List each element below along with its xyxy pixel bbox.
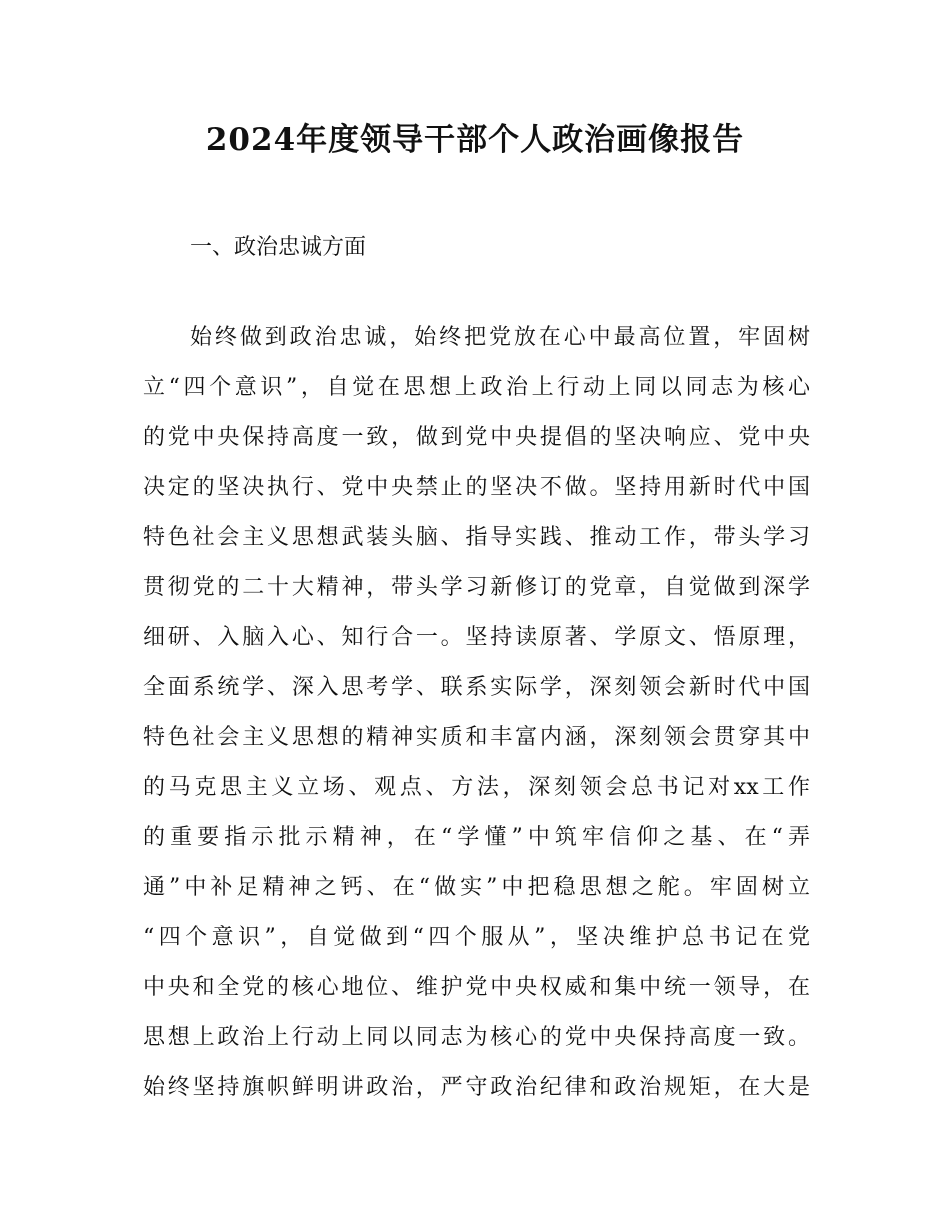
paragraph-line: 通”中补足精神之钙、在“做实”中把稳思想之舵。牢固树立 [143,875,810,900]
paragraph-line: 贯彻党的二十大精神，带头学习新修订的党章，自觉做到深学 [143,575,810,600]
paragraph-line: 中央和全党的核心地位、维护党中央权威和集中统一领导，在 [143,975,810,1000]
paragraph-line: 的马克思主义立场、观点、方法，深刻领会总书记对xx工作 [143,775,810,800]
paragraph-line: 全面系统学、深入思考学、联系实际学，深刻领会新时代中国 [143,675,810,700]
paragraph-line: 特色社会主义思想的精神实质和丰富内涵，深刻领会贯穿其中 [143,725,810,750]
paragraph-line: “四个意识”，自觉做到“四个服从”，坚决维护总书记在党 [143,925,810,950]
paragraph-line: 始终坚持旗帜鲜明讲政治，严守政治纪律和政治规矩，在大是 [143,1075,810,1100]
paragraph-line: 始终做到政治忠诚，始终把党放在心中最高位置，牢固树 [190,325,810,350]
document-title: 2024年度领导干部个人政治画像报告 [205,122,745,158]
paragraph-line: 的党中央保持高度一致，做到党中央提倡的坚决响应、党中央 [143,425,810,450]
paragraph-line: 特色社会主义思想武装头脑、指导实践、推动工作，带头学习 [143,525,810,550]
paragraph-line: 细研、入脑入心、知行合一。坚持读原著、学原文、悟原理， [143,625,810,650]
paragraph-line: 决定的坚决执行、党中央禁止的坚决不做。坚持用新时代中国 [143,475,810,500]
paragraph-line: 思想上政治上行动上同以同志为核心的党中央保持高度一致。 [143,1025,810,1050]
paragraph-line: 立“四个意识”，自觉在思想上政治上行动上同以同志为核心 [143,375,810,400]
paragraph-line: 的重要指示批示精神，在“学懂”中筑牢信仰之基、在“弄 [143,825,810,850]
section-heading: 一、政治忠诚方面 [190,235,367,260]
